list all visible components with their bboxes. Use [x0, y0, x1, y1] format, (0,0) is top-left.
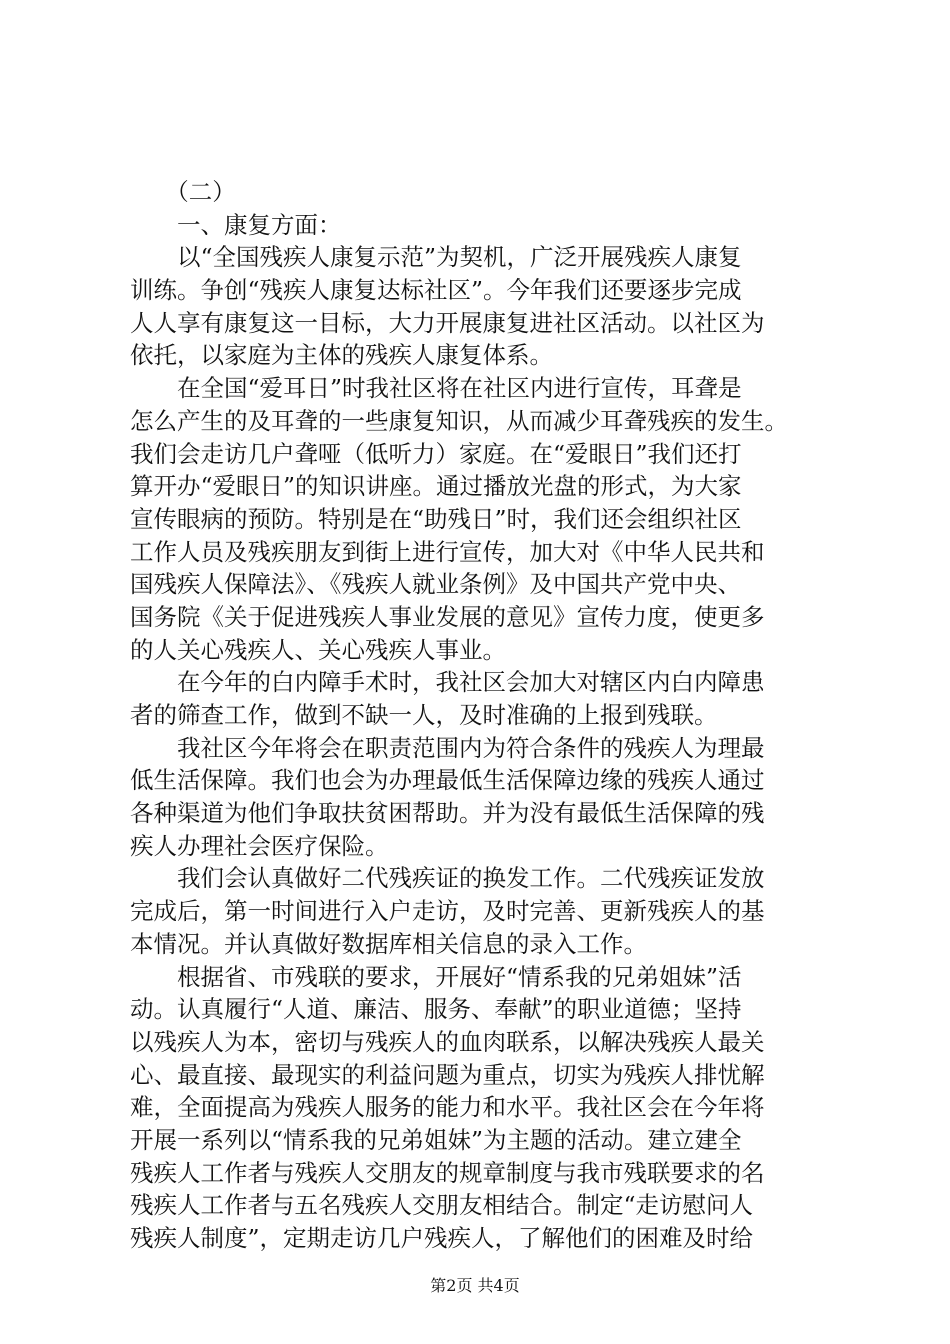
text-line: 完成后，第一时间进行入户走访，及时完善、更新残疾人的基 — [130, 897, 765, 926]
text-line: 我们会走访几户聋哑（低听力）家庭。在“爱眼日”我们还打 — [130, 439, 742, 468]
text-line: 根据省、市残联的要求，开展好“情系我的兄弟姐妹”活 — [130, 962, 742, 991]
text-line: 人人享有康复这一目标，大力开展康复进社区活动。以社区为 — [130, 308, 765, 337]
text-line: 疾人办理社会医疗保险。 — [130, 831, 389, 860]
page-number-footer: 第2页 共4页 — [430, 1276, 520, 1295]
text-line: 一、康复方面： — [130, 210, 342, 239]
text-line: 国务院《关于促进残疾人事业发展的意见》宣传力度，使更多 — [130, 602, 765, 631]
text-line: 低生活保障。我们也会为办理最低生活保障边缘的残疾人通过 — [130, 766, 765, 795]
text-line: 残疾人制度”，定期走访几户残疾人，了解他们的困难及时给 — [130, 1224, 754, 1252]
text-line: 本情况。并认真做好数据库相关信息的录入工作。 — [130, 929, 647, 958]
text-line: 宣传眼病的预防。特别是在“助残日”时，我们还会组织社区 — [130, 504, 742, 533]
text-line: 开展一系列以“情系我的兄弟姐妹”为主题的活动。建立建全 — [130, 1125, 742, 1154]
text-line: 以残疾人为本，密切与残疾人的血肉联系，以解决残疾人最关 — [130, 1027, 765, 1056]
text-line: （二） — [130, 178, 236, 206]
text-line: 动。认真履行“人道、廉洁、服务、奉献”的职业道德；坚持 — [130, 995, 742, 1024]
text-line: 残疾人工作者与五名残疾人交朋友相结合。制定“走访慰问人 — [130, 1191, 754, 1220]
text-line: 依托，以家庭为主体的残疾人康复体系。 — [130, 341, 553, 370]
document-body — [130, 176, 830, 1255]
text-line: 各种渠道为他们争取扶贫困帮助。并为没有最低生活保障的残 — [130, 799, 765, 828]
text-line: 训练。争创“残疾人康复达标社区”。今年我们还要逐步完成 — [130, 276, 742, 305]
text-line: 以“全国残疾人康复示范”为契机，广泛开展残疾人康复 — [130, 243, 742, 272]
text-line: 在全国“爱耳日”时我社区将在社区内进行宣传，耳聋是 — [130, 374, 742, 403]
text-line: 怎么产生的及耳聋的一些康复知识，从而减少耳聋残疾的发生。 — [130, 406, 788, 435]
text-line: 我社区今年将会在职责范围内为符合条件的残疾人为理最 — [130, 733, 765, 762]
text-line: 者的筛查工作，做到不缺一人，及时准确的上报到残联。 — [130, 701, 718, 729]
text-line: 在今年的白内障手术时，我社区会加大对辖区内白内障患 — [130, 668, 765, 697]
text-line: 难，全面提高为残疾人服务的能力和水平。我社区会在今年将 — [130, 1093, 765, 1122]
text-line: 算开办“爱眼日”的知识讲座。通过播放光盘的形式，为大家 — [130, 472, 742, 501]
text-line: 国残疾人保障法》、《残疾人就业条例》及中国共产党中央、 — [130, 570, 741, 599]
text-line: 心、最直接、最现实的利益问题为重点，切实为残疾人排忧解 — [130, 1060, 765, 1089]
text-line: 的人关心残疾人、关心残疾人事业。 — [130, 635, 506, 664]
text-line: 残疾人工作者与残疾人交朋友的规章制度与我市残联要求的名 — [130, 1158, 765, 1187]
text-line: 我们会认真做好二代残疾证的换发工作。二代残疾证发放 — [130, 864, 765, 893]
text-line: 工作人员及残疾朋友到街上进行宣传，加大对《中华人民共和 — [130, 537, 765, 566]
